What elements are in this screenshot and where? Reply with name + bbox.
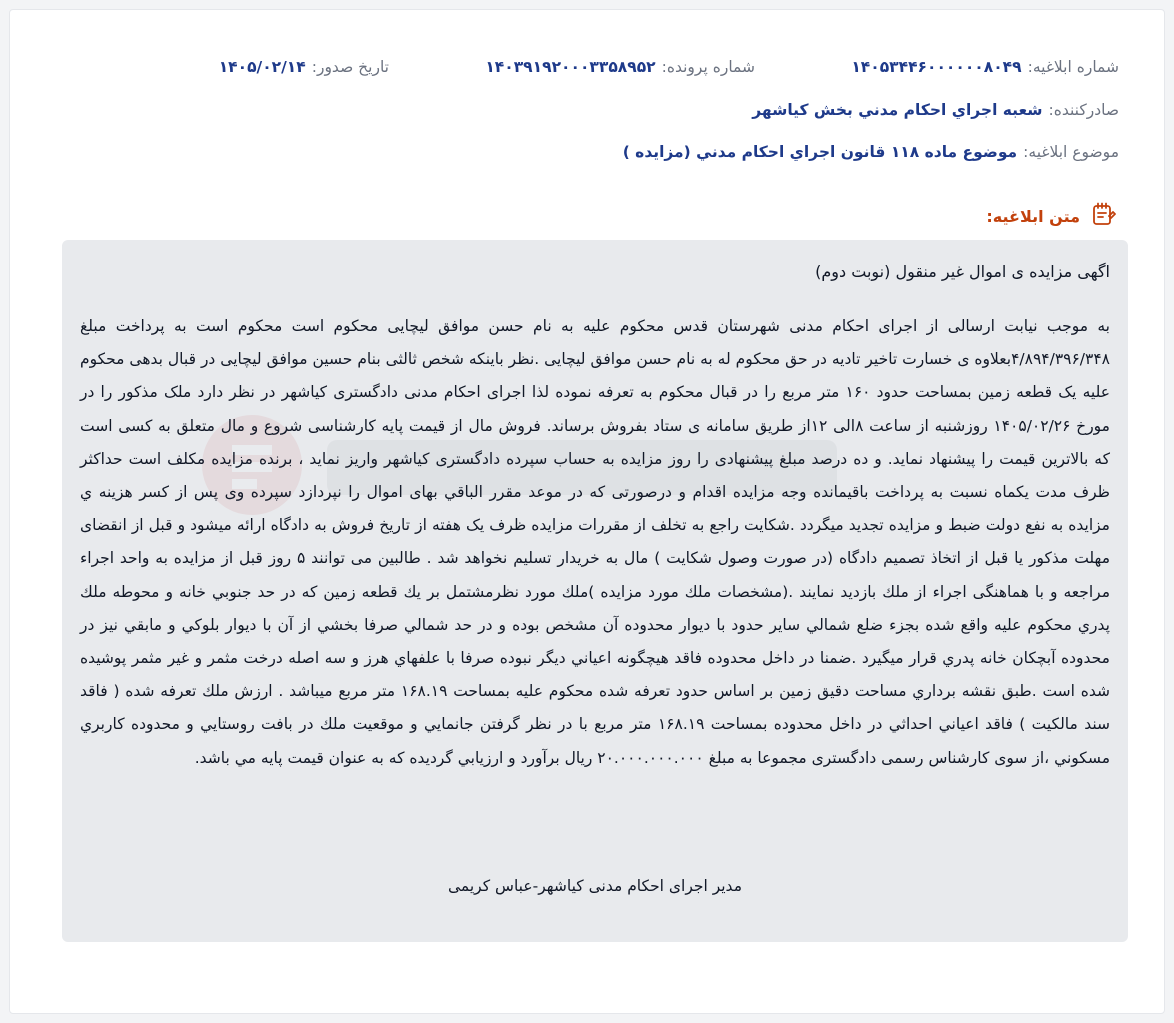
subject-value: موضوع ماده ۱۱۸ قانون اجراي احکام مدني (مزايده ) <box>622 143 1018 161</box>
issue-date-value: ۱۴۰۵/۰۲/۱۴ <box>218 58 306 76</box>
case-number-value: ۱۴۰۳۹۱۹۲۰۰۰۳۳۵۸۹۵۲ <box>485 58 656 76</box>
subject-label: موضوع ابلاغیه: <box>1023 143 1119 161</box>
section-title <box>986 201 1116 231</box>
issue-date-label: تاریخ صدور: <box>311 58 389 76</box>
notice-number-value: ۱۴۰۵۳۴۴۶۰۰۰۰۰۰۸۰۴۹ <box>851 58 1022 76</box>
meta-row-numbers <box>55 58 1119 84</box>
notice-text-box <box>62 240 1128 942</box>
issuer-value: شعبه اجراي احکام مدني بخش کیاشهر <box>752 101 1043 119</box>
issuer-label: صادرکننده: <box>1048 101 1119 119</box>
issuer-row <box>55 101 1119 119</box>
document-signature: مدیر اجرای احکام مدنی کیاشهر-عباس کریمی <box>447 877 742 895</box>
case-number-label: شماره پرونده: <box>661 58 755 76</box>
notepad-icon <box>1090 201 1116 231</box>
document-heading: اگهی مزایده ی اموال غیر منقول (نوبت دوم) <box>815 262 1110 281</box>
notice-card <box>9 9 1165 1014</box>
notice-number-label: شماره ابلاغیه: <box>1027 58 1119 76</box>
document-body: به موجب نیابت ارسالی از اجرای احکام مدنی شهرستان قدس محکوم علیه به نام حسن موافق لیچایی محکوم است محکوم است به پرداخت مبلغ ۴/۸۹۴/۳۹۶/۳۴۸بعلاوه ی خسارت تاخیر تادیه در حق محکوم له به نام حسن موافق لیچایی .نظر باینکه شخص ثالثی بنام حسین موافق لیچایی در قبال بدهی محکوم علیه یک قطعه زمین بمساحت حدود ۱۶۰ متر مربع را در قبال محکوم به تعرفه نموده لذا اجرای احکام مدنی دادگستری کیاشهر در نظر دارد ملک مذکور را در مورخ ۱۴۰۵/۰۲/۲۶ روزشنبه از ساعت ۸الی ۱۲از طریق سامانه ی ستاد بفروش برساند. فروش مال از قیمت پایه کارشناسی شروع و مال متعلق به کسی است که بالاترین قیمت را پیشنهاد نماید. و ده درصد مبلغ پیشنهادی را روز مزایده به حساب سپرده دادگستری کیاشهر واریز نماید ، برنده مزایده مکلف است حداکثر ظرف مدت یکماه نسبت به پرداخت باقیمانده وجه مزایده اقدام و درصورتی که در موعد مقرر الباقي بهای اموال را نپردازد سپرده وی پس از کسر هزینه ي مزایده به نفع دولت ضبط و مزایده تجدید میگردد .شکایت راجع به تخلف از مقررات مزایده ظرف یک هفته از تاریخ فروش به دادگاه ارائه میشود و قبل از انقضای مهلت مذکور یا قبل از اتخاذ تصمیم دادگاه (در صورت وصول شکایت ) مال به خریدار تسلیم نخواهد شد . طالبین می توانند ۵ روز قبل از مزایده به واحد اجراء مراجعه و با هماهنگی اجراء از ملك بازديد نمايند .(مشخصات ملك مورد مزايده )ملك مورد نظرمشتمل بر يك قطعه زمين كه در حد جنوبي خانه و محوطه ملك پدري محكوم عليه واقع شده بجزء ضلع شمالي ساير حدود با ديوار محدوده آن مشخص بوده و در حد شمالي صرفا بخشي از آن با ديوار بلوكي و مابقي نيز در محدوده آبچكان خانه پدري قرار ميگيرد .ضمنا در داخل محدوده فاقد هيچگونه اعياني ديگر نبوده صرفا با علفهاي هرز و سه اصله درخت مثمر و غير مثمر پوشيده شده است .طبق نقشه برداري مساحت دقيق زمين بر اساس حدود تعرفه شده محكوم عليه بمساحت ۱۶۸.۱۹ متر مربع ميباشد . ارزش ملك تعرفه شده ( فاقد سند مالكيت ) فاقد اعياني احداثي در داخل محدوده بمساحت ۱۶۸.۱۹ متر مربع با در نظر گرفتن جانمايي و موقعيت ملك در بافت روستايي و محدوده كاربري مسكوني ،از سوی كارشناس رسمی دادگستری مجموعا به مبلغ ۲۰.۰۰۰.۰۰۰.۰۰۰ ريال برآورد و ارزيابي گرديده كه به عنوان قيمت پايه مي باشد. <box>80 317 1110 767</box>
section-title-text: متن ابلاغیه: <box>986 206 1080 226</box>
subject-row <box>55 143 1119 161</box>
notice-number <box>851 58 1119 76</box>
case-number <box>485 58 755 76</box>
issue-date <box>219 58 389 76</box>
